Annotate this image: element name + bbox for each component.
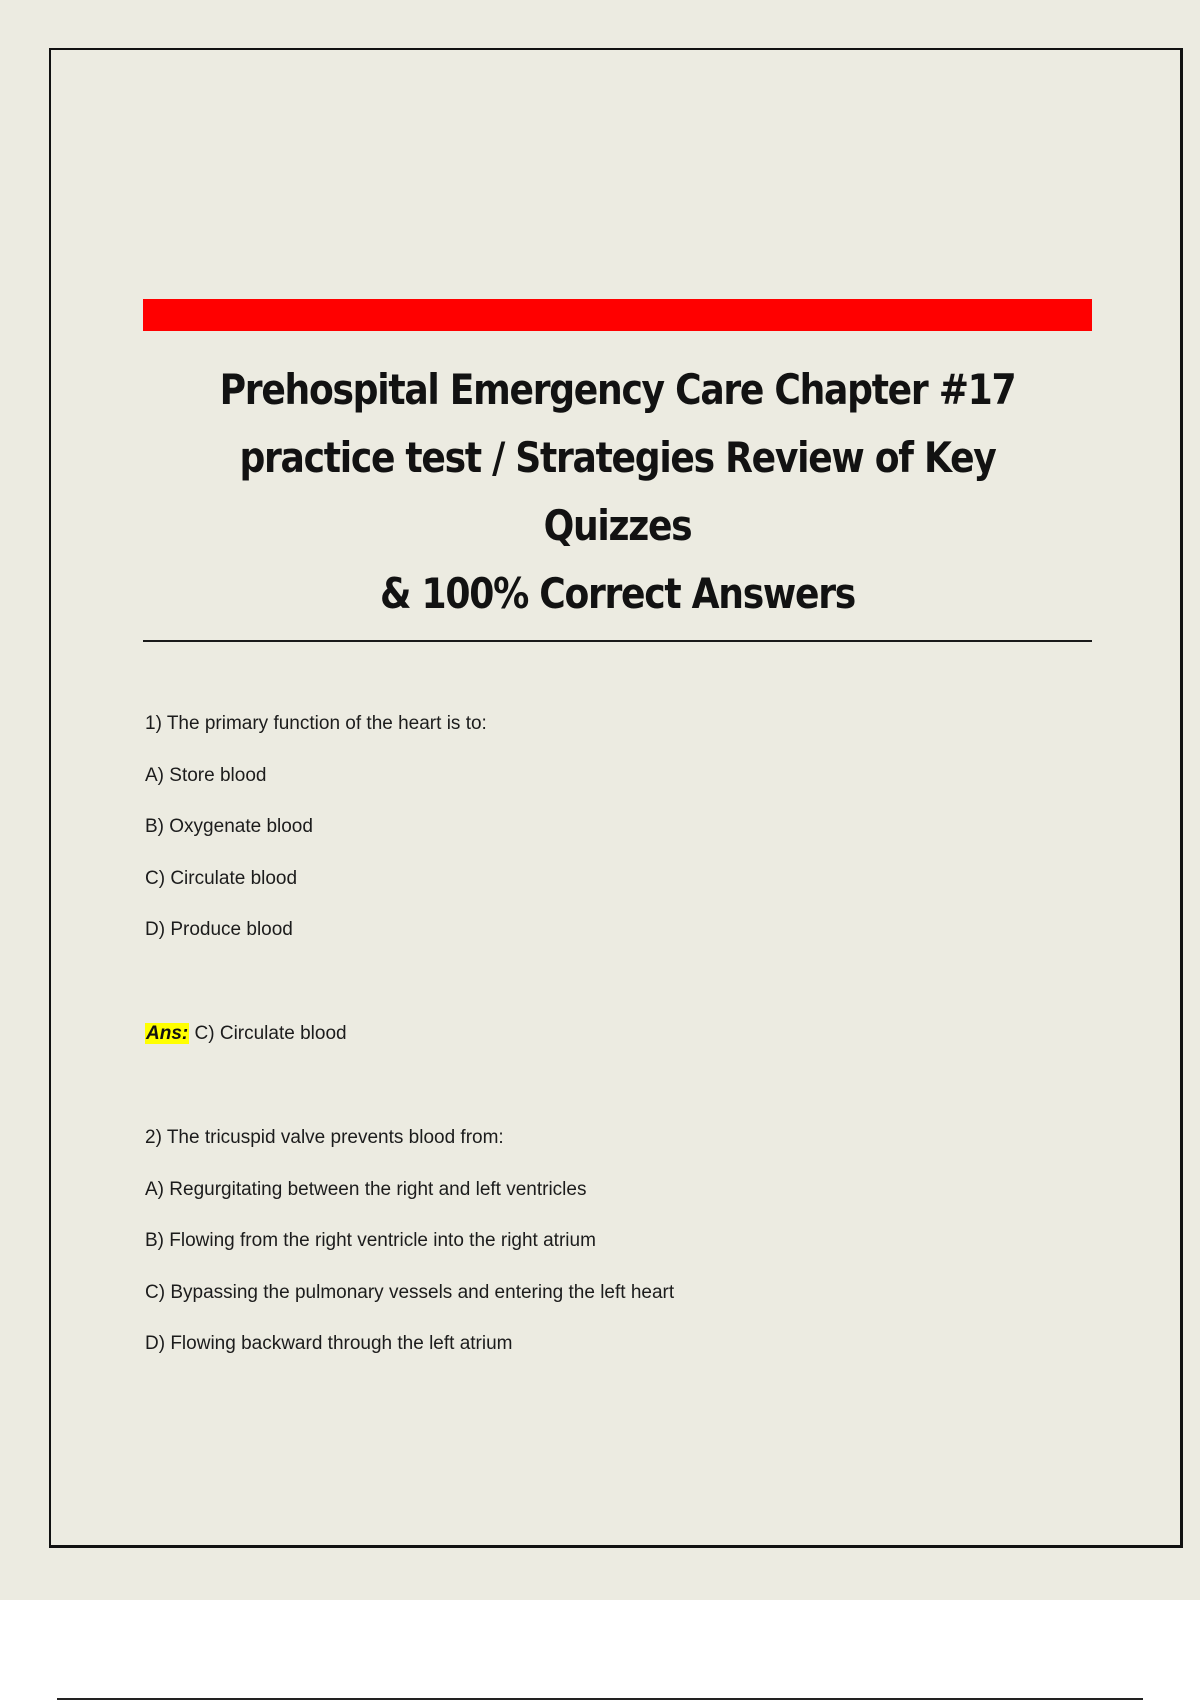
page-border bbox=[49, 48, 1183, 1548]
answer-option: A) Regurgitating between the right and left ventricles bbox=[145, 1179, 587, 1200]
answer-option: C) Bypassing the pulmonary vessels and entering the left heart bbox=[145, 1282, 675, 1303]
answer-text: C) Circulate blood bbox=[194, 1023, 347, 1044]
title-line: practice test / Strategies Review of Key Quizzes bbox=[239, 433, 996, 550]
answer-option: C) Circulate blood bbox=[145, 868, 298, 889]
question-text: 1) The primary function of the heart is to: bbox=[145, 713, 487, 734]
answer-option: D) Produce blood bbox=[145, 919, 293, 940]
title-accent-bar bbox=[143, 299, 1092, 331]
answer-option: B) Flowing from the right ventricle into the right atrium bbox=[145, 1230, 596, 1251]
document-title bbox=[209, 356, 1025, 628]
title-line: Prehospital Emergency Care Chapter #17 bbox=[219, 365, 1016, 414]
answer-label: Ans: bbox=[146, 1023, 189, 1044]
answer-option: D) Flowing backward through the left atrium bbox=[145, 1333, 513, 1354]
question-text: 2) The tricuspid valve prevents blood from: bbox=[145, 1127, 504, 1148]
correct-answer bbox=[145, 1022, 347, 1046]
answer-option: A) Store blood bbox=[145, 765, 267, 786]
answer-option: B) Oxygenate blood bbox=[145, 816, 313, 837]
title-divider bbox=[143, 640, 1092, 642]
title-line: & 100% Correct Answers bbox=[380, 569, 855, 618]
